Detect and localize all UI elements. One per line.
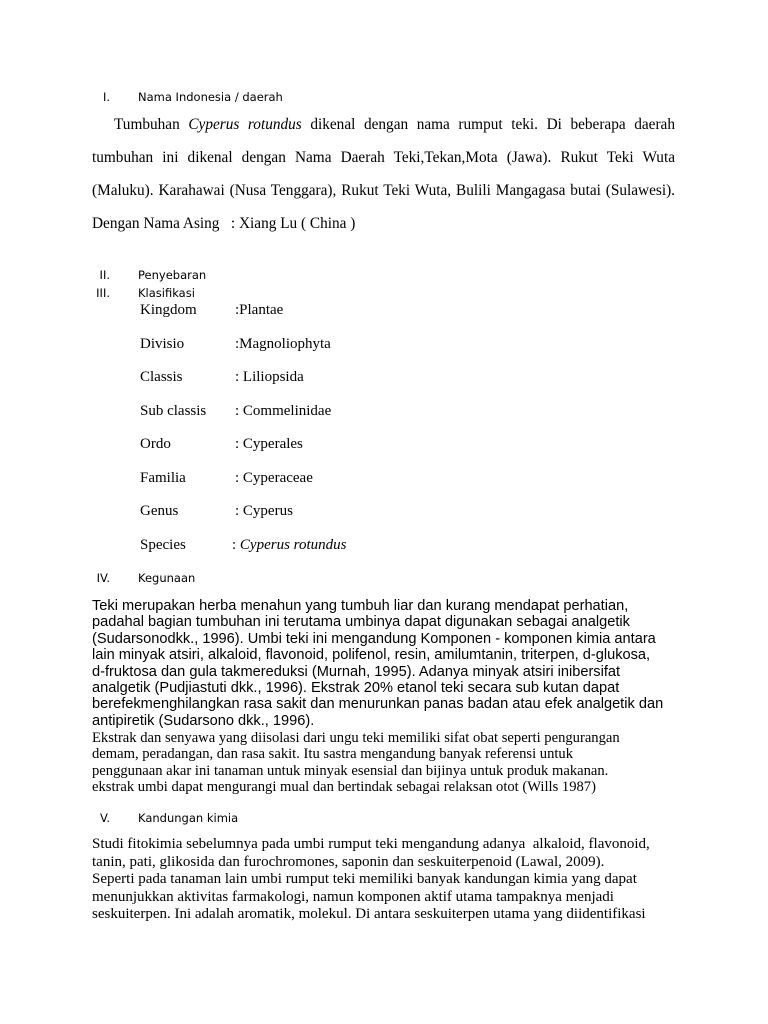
klasifikasi-key: Classis	[140, 369, 183, 385]
paragraph-line: Seperti pada tanaman lain umbi rumput teki memiliki banyak kandungan kimia yang dapat	[92, 871, 637, 888]
section-number: IV.	[96, 571, 110, 585]
paragraph-line: Studi fitokimia sebelumnya pada umbi rumput teki mengandung adanya alkaloid, flavonoid,	[92, 836, 650, 852]
text-span: :	[232, 537, 240, 553]
paragraph-line: demam, peradangan, dan rasa sakit. Itu sastra mengandung banyak referensi untuk	[92, 746, 574, 763]
paragraph-line: berefekmenghilangkan rasa sakit dan menurunkan panas badan atau efek analgetik dan	[92, 696, 664, 713]
text-span: Tumbuhan	[114, 116, 180, 133]
section-number: V.	[99, 811, 110, 825]
section-title: Nama Indonesia / daerah	[138, 90, 283, 104]
paragraph-line: Teki merupakan herba menahun yang tumbuh liar dan kurang mendapat perhatian,	[92, 598, 629, 614]
klasifikasi-value: :Magnoliophyta	[235, 336, 331, 352]
klasifikasi-key: Genus	[140, 503, 179, 519]
paragraph-line: tanin, pati, glikosida dan furochromones, saponin dan seskuiterpenoid (Lawal, 2009).	[92, 853, 605, 870]
klasifikasi-key: Sub classis	[140, 403, 207, 419]
klasifikasi-value: : Cyperaceae	[235, 470, 313, 486]
klasifikasi-key: Divisio	[140, 336, 185, 352]
klasifikasi-key: Familia	[140, 470, 186, 486]
section-title: Penyebaran	[138, 268, 207, 282]
text-span: dikenal dengan nama rumput teki. Di beberapa daerah	[310, 116, 675, 133]
paragraph-line: (Sudarsonodkk., 1996). Umbi teki ini mengandung Komponen - komponen kimia antara	[92, 630, 656, 647]
paragraph-line: analgetik (Pudjiastuti dkk., 1996). Ekstrak 20% etanol teki secara sub kutan dapat	[92, 680, 620, 697]
klasifikasi-value: :Plantae	[235, 302, 284, 318]
species-name: Cyperus rotundus	[188, 116, 302, 133]
section-number: II.	[99, 268, 110, 282]
klasifikasi-key: Species	[140, 537, 186, 553]
paragraph-line: Ekstrak dan senyawa yang diisolasi dari ungu teki memiliki sifat obat seperti pengurangan	[92, 730, 620, 746]
section-title: Klasifikasi	[138, 286, 195, 300]
klasifikasi-value	[232, 537, 346, 554]
section-title: Kandungan kimia	[138, 811, 239, 825]
paragraph-line: padahal bagian tumbuhan ini terutama umbinya dapat digunakan sebagai analgetik	[92, 614, 630, 631]
paragraph-line: antipiretik (Sudarsono dkk., 1996).	[92, 712, 315, 729]
paragraph-line: seskuiterpen. Ini adalah aromatik, molekul. Di antara seskuiterpen utama yang diidentifikasi	[92, 906, 646, 923]
nama-line-1	[92, 116, 675, 134]
kegunaan-paragraph-1	[92, 598, 682, 729]
klasifikasi-key: Ordo	[140, 436, 171, 452]
nama-line-3: (Maluku). Karahawai (Nusa Tenggara), Rukut Teki Wuta, Bulili Mangagasa butai (Sulawesi).	[92, 182, 675, 199]
nama-line-4: Dengan Nama Asing : Xiang Lu ( China )	[92, 215, 356, 232]
kegunaan-paragraph-2	[92, 730, 682, 796]
klasifikasi-value: : Commelinidae	[235, 403, 332, 419]
klasifikasi-value: : Cyperales	[235, 436, 303, 452]
paragraph-line: ekstrak umbi dapat mengurangi mual dan bertindak sebagai relaksan otot (Wills 1987)	[92, 779, 596, 796]
section-title: Kegunaan	[138, 571, 196, 585]
section-number: III.	[96, 286, 110, 300]
paragraph-line: d-fruktosa dan gula takmereduksi (Murnah, 1995). Adanya minyak atsiri inibersifat	[92, 663, 621, 680]
klasifikasi-key: Kingdom	[140, 302, 197, 318]
species-name: Cyperus rotundus	[239, 537, 347, 553]
section-number: I.	[102, 90, 110, 104]
klasifikasi-value: : Liliopsida	[235, 369, 304, 385]
paragraph-line: penggunaan akar ini tanaman untuk minyak esensial dan bijinya untuk produk makanan.	[92, 762, 609, 779]
nama-line-2: tumbuhan ini dikenal dengan Nama Daerah Teki,Tekan,Mota (Jawa). Rukut Teki Wuta	[92, 149, 675, 166]
paragraph-line: menunjukkan aktivitas farmakologi, namun komponen aktif utama tampaknya menjadi	[92, 888, 614, 905]
kandungan-paragraph	[92, 836, 682, 924]
paragraph-line: lain minyak atsiri, alkaloid, flavonoid, polifenol, resin, amilumtanin, triterpen, d-glukosa,	[92, 647, 651, 664]
klasifikasi-value: : Cyperus	[235, 503, 293, 519]
